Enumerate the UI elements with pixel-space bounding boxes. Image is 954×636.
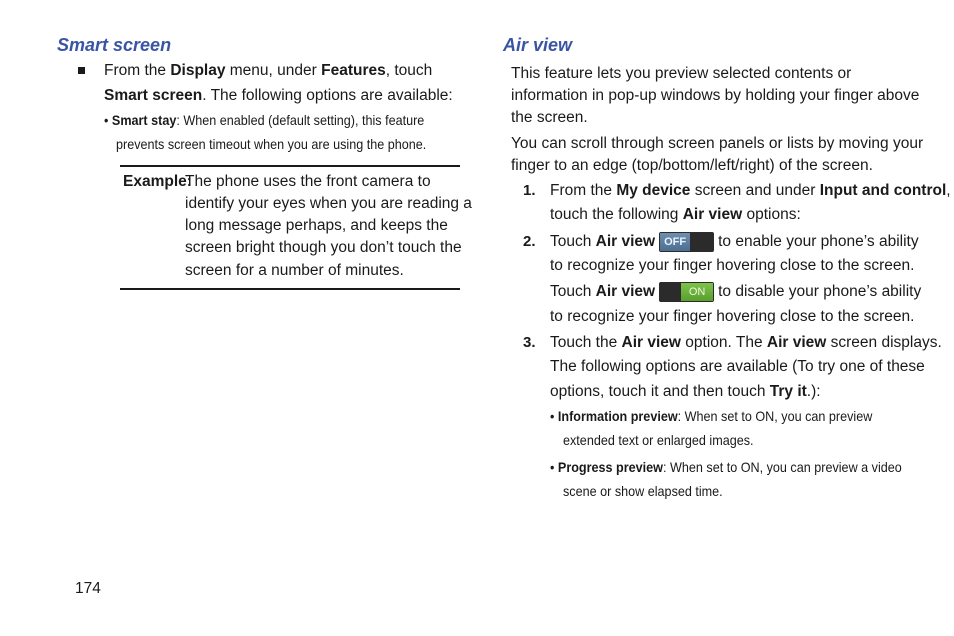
example-line-5: screen for a number of minutes. [185, 262, 404, 279]
step-2-number: 2. [523, 233, 536, 250]
example-line-3: long message perhaps, and keeps the [185, 217, 448, 234]
air-view-para1-line3: the screen. [511, 109, 588, 126]
step-1-line2: touch the following Air view options: [550, 206, 801, 223]
page-number: 174 [75, 580, 101, 597]
toggle-off-label: OFF [660, 233, 690, 251]
air-view-para2-line1: You can scroll through screen panels or lists by moving your [511, 135, 924, 152]
section-heading-air-view: Air view [503, 35, 573, 55]
bullet-square-icon [78, 67, 85, 74]
example-bottom-rule [120, 288, 460, 290]
information-preview-bullet-line1: • Information preview: When set to ON, you can preview [550, 408, 873, 424]
step-3-number: 3. [523, 334, 536, 351]
air-view-on-toggle[interactable] [659, 282, 714, 302]
step-2-line1: Touch Air view OFF to enable your phone’s ability [550, 233, 919, 250]
step-3-line1: Touch the Air view option. The Air view screen displays. [550, 334, 942, 351]
step-1-line1: From the My device screen and under Input and control, [550, 182, 951, 199]
toggle-on-label: ON [681, 283, 713, 301]
information-preview-bullet-line2: extended text or enlarged images. [563, 432, 754, 448]
air-view-off-toggle[interactable] [659, 232, 714, 252]
step-2-line3: Touch Air view ON to disable your phone’s ability [550, 283, 922, 300]
smart-screen-intro-line1: From the Display menu, under Features, touch [104, 62, 433, 79]
step-2-line4: to recognize your finger hovering close to the screen. [550, 308, 915, 325]
air-view-para1-line1: This feature lets you preview selected contents or [511, 65, 852, 82]
air-view-para1-line2: information in pop-up windows by holding your finger above [511, 87, 920, 104]
example-line-4: screen bright though you don’t touch the [185, 239, 462, 256]
example-line-1: The phone uses the front camera to [185, 173, 431, 190]
section-heading-smart-screen: Smart screen [57, 35, 172, 55]
step-2-line2: to recognize your finger hovering close to the screen. [550, 257, 915, 274]
smart-screen-intro-line2: Smart screen. The following options are available: [104, 87, 453, 104]
step-1-number: 1. [523, 182, 536, 199]
step-3-line3: options, touch it and then touch Try it.): [550, 383, 821, 400]
air-view-para2-line2: finger to an edge (top/bottom/left/right) of the screen. [511, 157, 873, 174]
example-top-rule [120, 165, 460, 167]
progress-preview-bullet-line1: • Progress preview: When set to ON, you can preview a video [550, 459, 902, 475]
smart-stay-bullet-line1: • Smart stay: When enabled (default setting), this feature [104, 112, 425, 128]
example-label: Example: [123, 173, 192, 190]
smart-stay-bullet-line2: prevents screen timeout when you are using the phone. [116, 136, 427, 152]
example-line-2: identify your eyes when you are reading a [185, 195, 472, 212]
step-3-line2: The following options are available (To try one of these [550, 358, 925, 375]
progress-preview-bullet-line2: scene or show elapsed time. [563, 483, 723, 499]
